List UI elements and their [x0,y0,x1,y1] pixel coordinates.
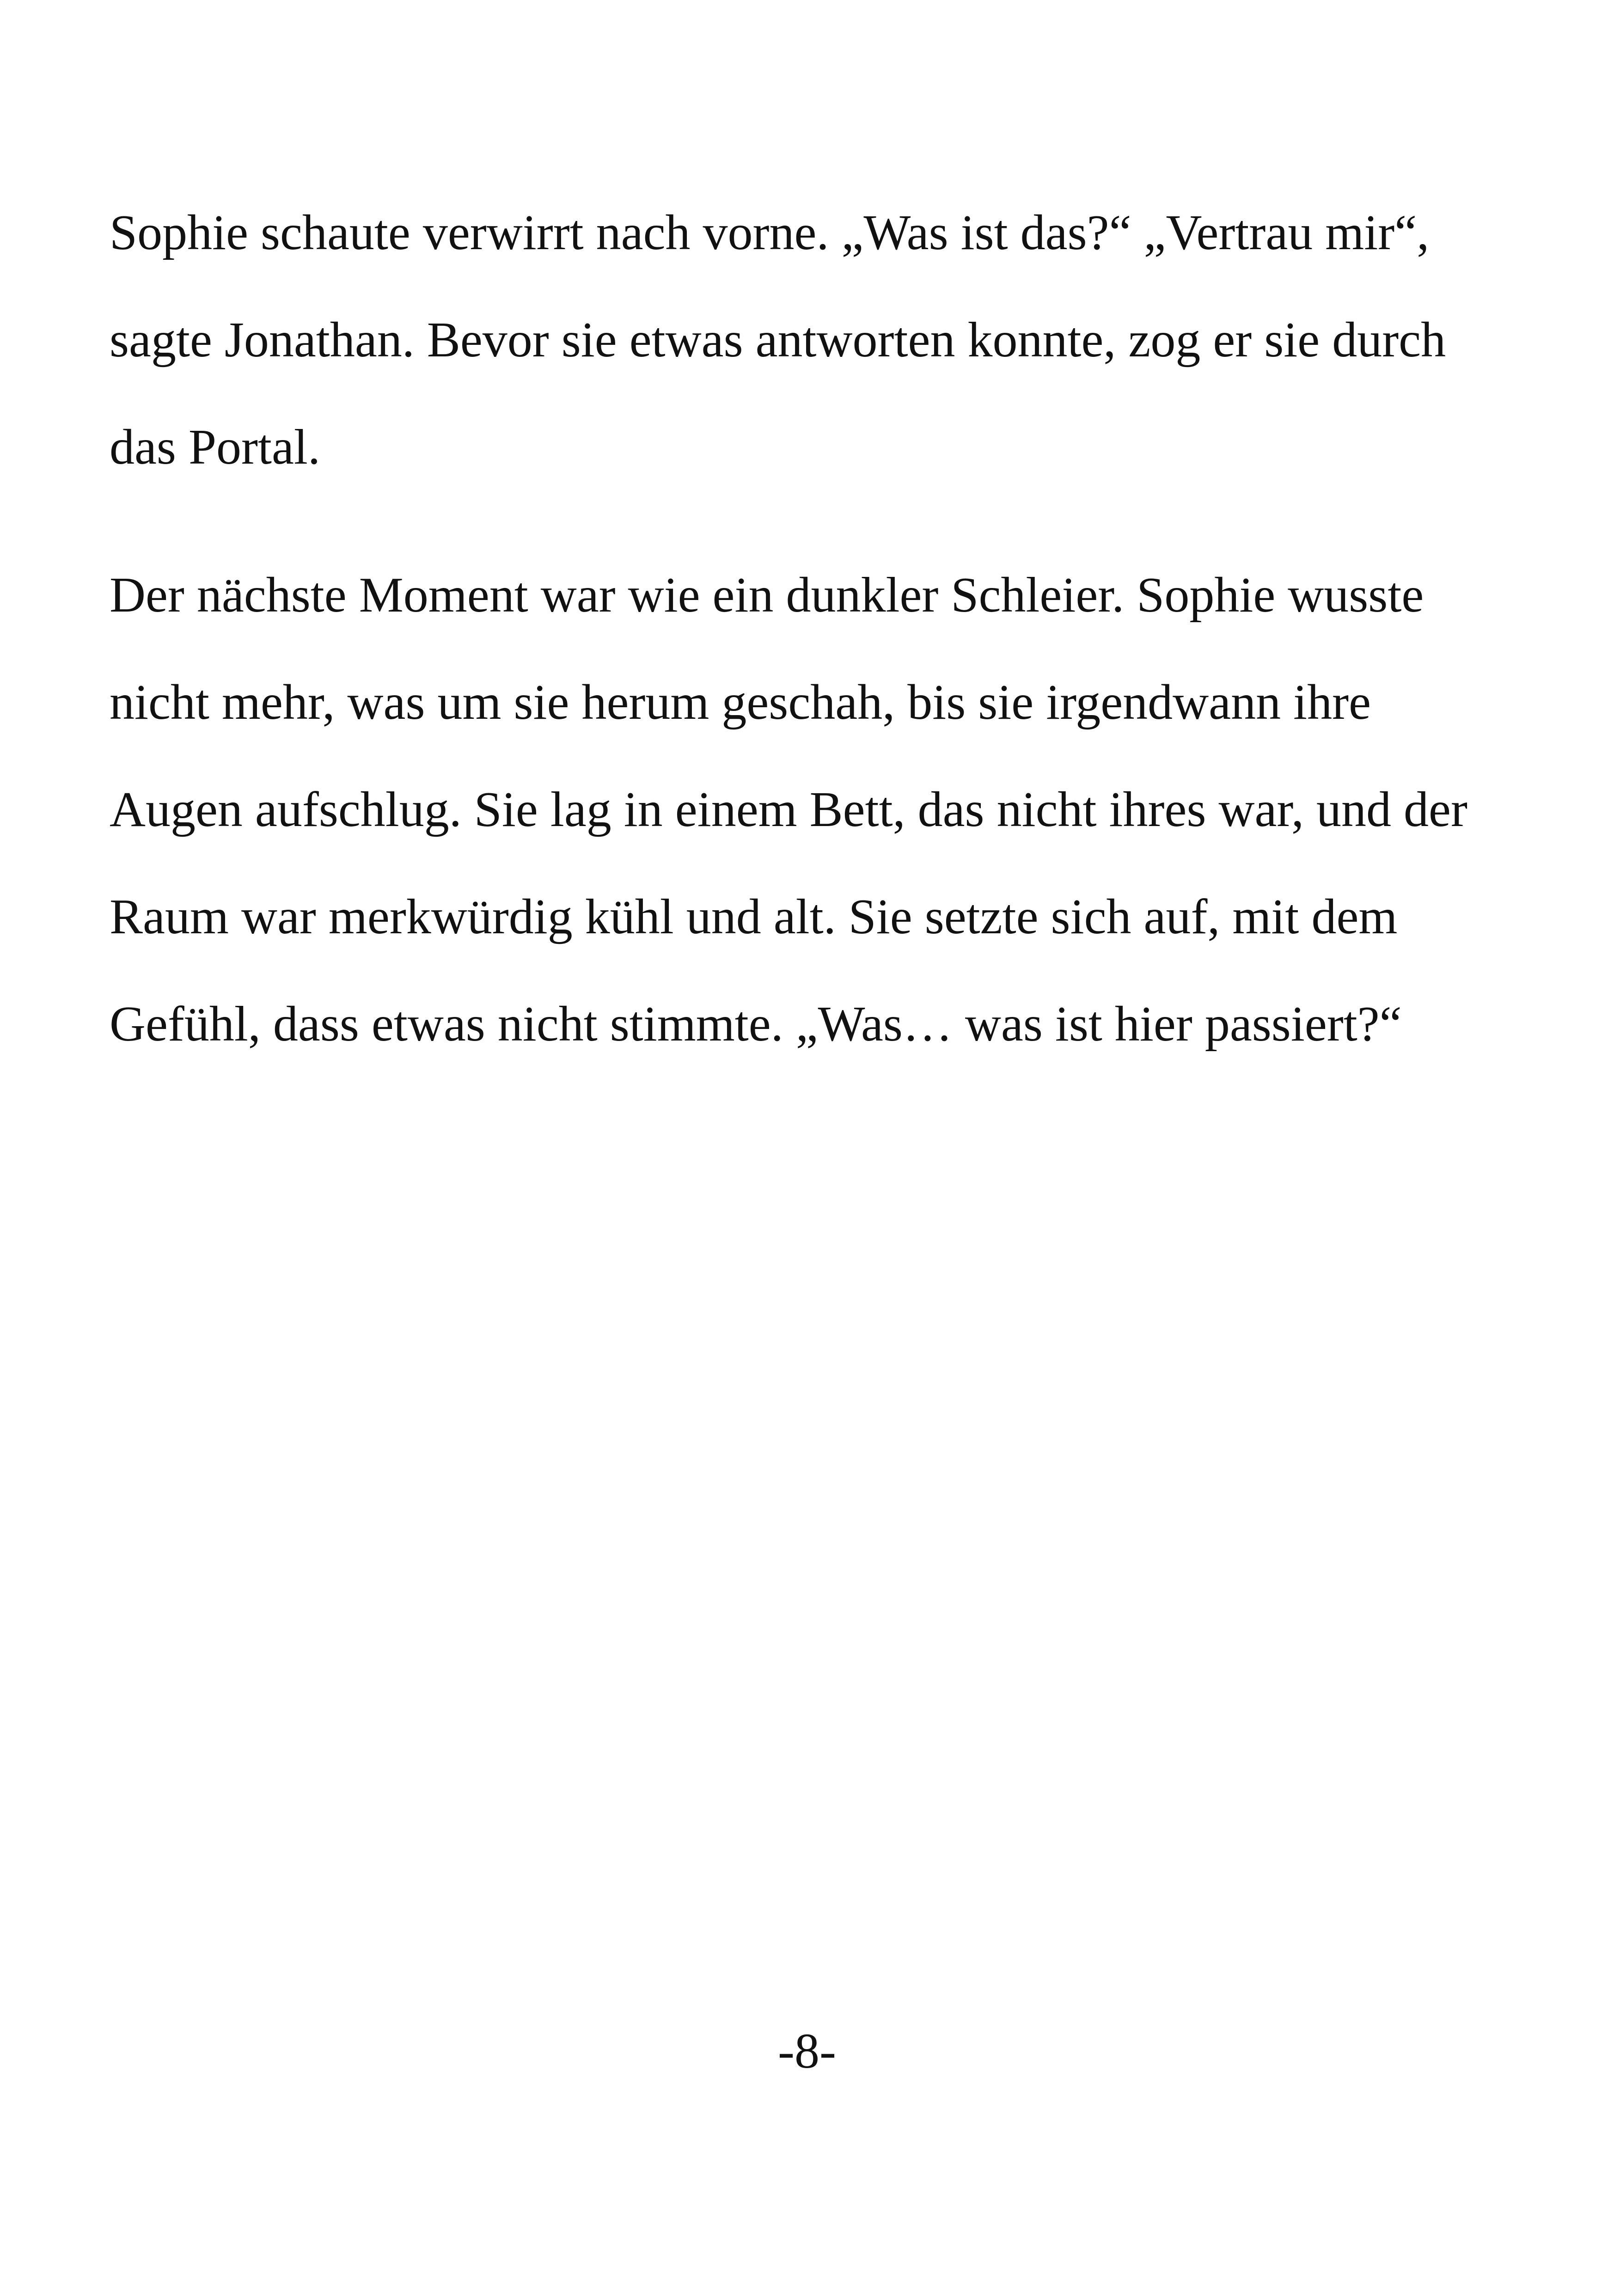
text-line: sagte Jonathan. Bevor sie etwas antworten konnte, zog er sie durch [110,312,1446,367]
paragraph-spacing [110,501,1505,542]
paragraph-1 [110,179,1505,501]
text-line: Sophie schaute verwirrt nach vorne. „Was ist das?“ „Vertrau mir“, [110,205,1430,260]
page-number: -8- [778,2024,836,2079]
text-line: Raum war merkwürdig kühl und alt. Sie setzte sich auf, mit dem [110,889,1398,944]
paragraph-2 [110,542,1505,1078]
text-line: Augen aufschlug. Sie lag in einem Bett, das nicht ihres war, und der [110,782,1467,837]
text-line: Der nächste Moment war wie ein dunkler Schleier. Sophie wusste [110,568,1424,623]
text-line: Gefühl, dass etwas nicht stimmte. „Was… was ist hier passiert?“ [110,997,1402,1052]
text-line: nicht mehr, was um sie herum geschah, bis sie irgendwann ihre [110,675,1371,730]
text-line: das Portal. [110,420,320,475]
page-body-text [110,179,1505,1078]
